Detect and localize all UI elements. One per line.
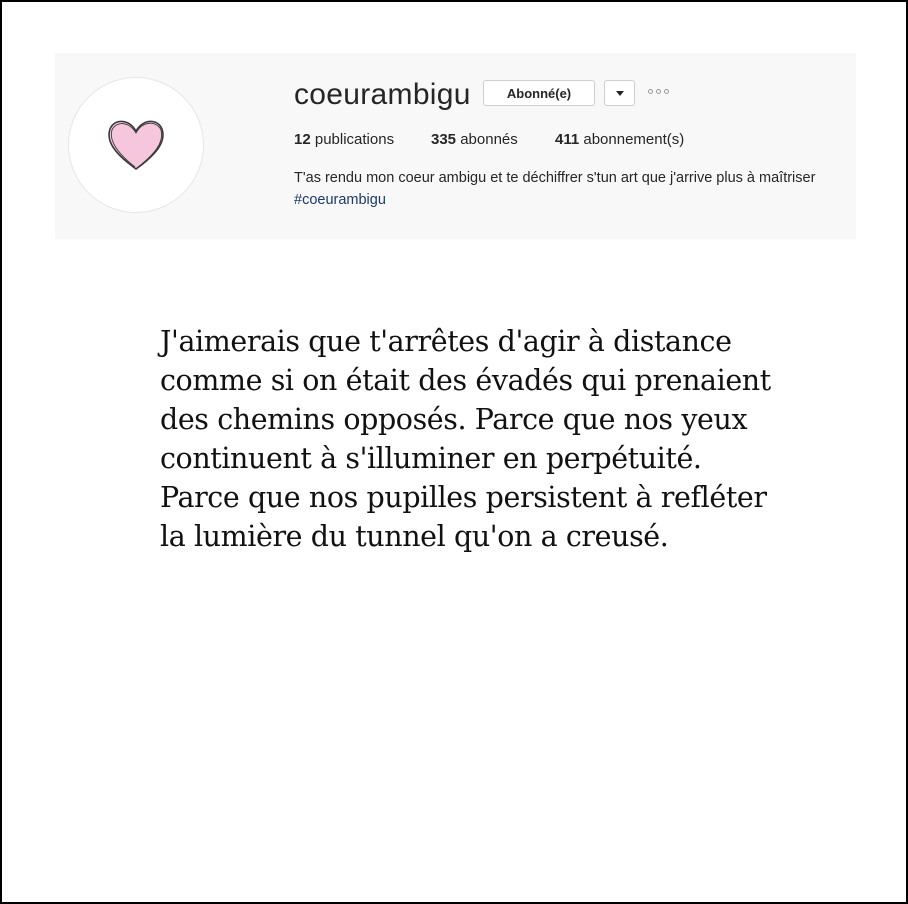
bio-text: T'as rendu mon coeur ambigu et te déchiffrer s'tun art que j'arrive plus à maîtriser xyxy=(294,170,816,186)
publications-count: 12 xyxy=(294,131,311,148)
dot-icon xyxy=(664,89,669,94)
stat-followers[interactable] xyxy=(431,131,555,148)
caret-down-icon xyxy=(616,91,624,96)
quote-line: comme si on était des évadés qui prenaient xyxy=(160,364,771,397)
post-quote-text xyxy=(160,322,840,556)
following-label: abonnement(s) xyxy=(583,131,685,148)
publications-label: publications xyxy=(314,131,395,148)
quote-line: J'aimerais que t'arrêtes d'agir à distance xyxy=(160,325,732,358)
dot-icon xyxy=(656,89,661,94)
quote-line: des chemins opposés. Parce que nos yeux xyxy=(160,403,748,436)
profile-bio xyxy=(294,167,854,211)
followers-count: 335 xyxy=(431,131,457,148)
following-button[interactable]: Abonné(e) xyxy=(483,80,595,106)
bio-hashtag-link[interactable]: #coeurambigu xyxy=(294,192,386,208)
quote-line: la lumière du tunnel qu'on a creusé. xyxy=(160,520,669,553)
username: coeurambigu xyxy=(294,78,471,111)
heart-icon xyxy=(104,115,168,175)
suggestions-dropdown-button[interactable] xyxy=(604,80,635,106)
stat-publications xyxy=(294,131,431,148)
dot-icon xyxy=(648,89,653,94)
avatar[interactable] xyxy=(68,77,204,213)
quote-line: continuent à s'illuminer en perpétuité. xyxy=(160,442,702,475)
followers-label: abonnés xyxy=(460,131,518,148)
profile-header xyxy=(55,53,856,239)
quote-line: Parce que nos pupilles persistent à refléter xyxy=(160,481,767,514)
more-options-icon[interactable] xyxy=(648,89,669,94)
following-count: 411 xyxy=(555,131,580,148)
profile-stats xyxy=(294,131,684,148)
stat-following[interactable] xyxy=(555,131,684,148)
